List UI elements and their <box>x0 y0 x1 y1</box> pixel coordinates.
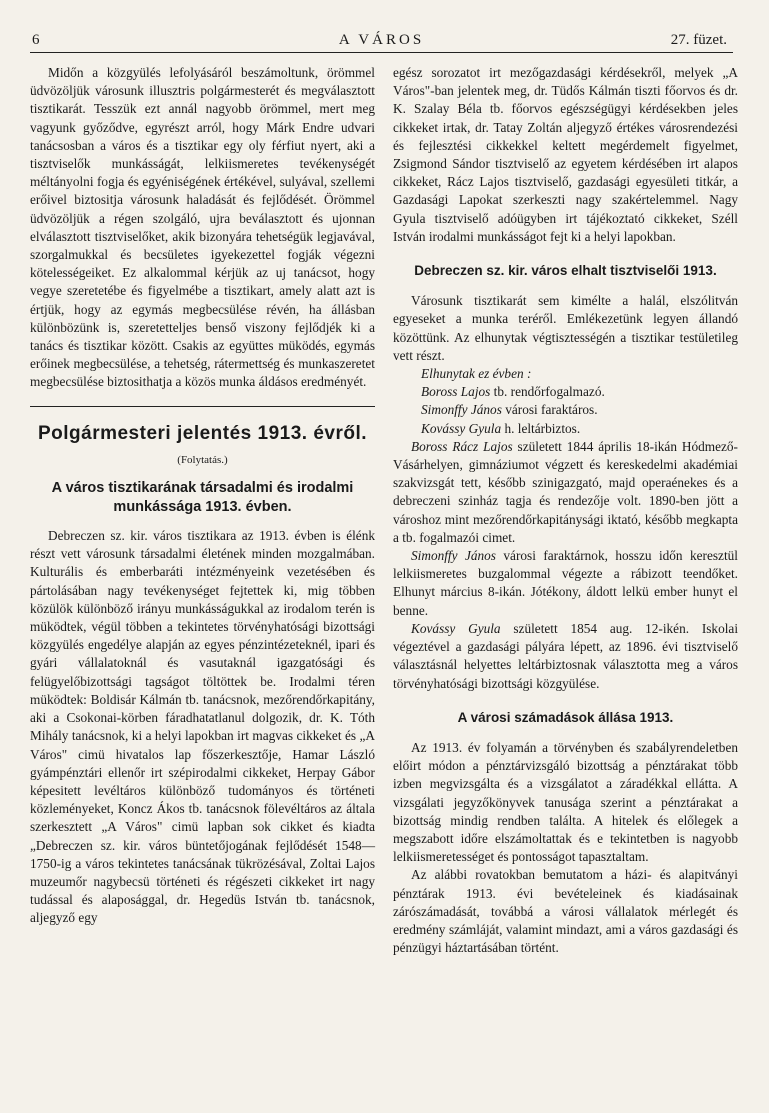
section3-title: A városi számadások állása 1913. <box>457 709 674 725</box>
continued-label: (Folytatás.) <box>177 453 228 466</box>
continued-paragraph: egész sorozatot irt mezőgazdasági kérdésekről, melyek „A Város"-ban jelentek meg, dr. Tüdős Kálmán tiszti főorvos és dr. K. Szalay Béla tb. főorvos egészségügyi kérdésekben jeles cikkeket irtak, dr. Tatay Zoltán aljegyző értékes városrendezési és fejlesztési cikkekkel keltett megérdemelt figyelmet, Zsigmond Sándor tisztviselő az egyetem kérdésében irt alapos cikkeket, Rácz Lajos tisztviselő, gazdasági egyesületi titkár, a Gazdasági Lapokat szerkeszti nagy szakértelemmel. Nagy Gyula tisztviselő adóügyben irt tájékoztató cikkeket, Széll István irodalmi munkásságot fejt ki a helyi lapokban. <box>393 65 738 244</box>
obituary-paragraph: Simonffy János városi faraktárnok, hosszu időn keresztül lelkiismeretes buzgalommal végezte a rábizott teendőket. Elhunyt március 8-ikán. Jótékony, áldott lelkü ember hunyt el benne. <box>393 548 738 618</box>
list-item: Simonffy János városi faraktáros. <box>421 402 598 418</box>
body-paragraph: Debreczen sz. kir. város tisztikara az 1913. évben is élénk részt vett városunk társadalmi életének minden mozgalmában. Kulturális és emberbaráti intézményeink vezetésében és pártolásában nagy tevékenységet fejtettek ki, mig többen közülök különböző irányu munkásságukkal az irodalom terén is müködtek, végül többen a tekintetes törvényhatósági bizottsági közgyülés engedélye alapján az egyes pénzintézeteknél, ipari és gyári vállalatoknál és vasutaknál igazgatósági és felügyelőbizottsági tagságot töltöttek be. Irodalmi téren müködtek: Boldisár Kálmán tb. tanácsnok, mezőrendőrkapitány, aki a Csokonai-körben fáradhatatlanul dolgozik, dr. K. Tóth Mihály tanácsnok, ki a helyi lapokban irt magvas cikkeket és „A Város" cimü hivatalos lap főszerkesztője, Hamar László gyámpénztári ellenőr irt szépirodalmi cikkeket, Herpay Gábor képesitett levéltáros különböző tudományos és történeti közleményeket, Koncz Ákos tb. tanácsnok fölevéltáros az általa szerkesztett „A Város" cimü lapban sok cikket és kiadta „Debreczen sz. kir. város büntetőjogának fejlődését 1548—1750-ig a város tekintetes tanácsának tükrözésával, Zoltai Lajos muzeumőr nagybecsü történeti és régészeti cikkeket irt nagy tudással és alaposággal, dr. Hegedüs István tb. tanácsnok, aljegyző egy <box>30 528 375 926</box>
subsection-title: A város tisztikarának társadalmi és irodalmi munkássága 1913. évben. <box>51 480 354 516</box>
section2-title: Debreczen sz. kir. város elhalt tisztviselői 1913. <box>414 263 717 279</box>
intro-paragraph: Midőn a közgyülés lefolyásáról beszámoltunk, örömmel üdvözöljük városunk illusztris polgármesterét és megválasztott tisztikarát. Tesszük ezt annál nagyobb örömmel, mert meg vagyunk győződve, egyrészt arról, hogy Márk Endre udvari tanácsosban a város és a tisztikar egy oly férfiut nyert, aki a tisztviselők munkásságát, lelkiismeretes tevékenységét méltányolni fogja és egyéniségének értékével, sulyával, szellemi erőivel biztositja városunk haladását és fejlődését. Örömmel üdvözöljük a régen szolgáló, ujra beválasztott és ujonnan elválasztott tisztviselőket, akik bizonyára tehetségük legjavával, szorgalmukkal és becsületes igyekezettel fogják végezni kötelességeiket. Ez alkalommal kérjük az uj tanácsot, hogy vegye szeretetébe és figyelmébe a tisztikart, amely alatt azt is értjük, hogy az egymás megbecsülése révén, ha állásban különbözünk is, szeretetteljes benső viszony fejlődjék ki a tanács és tisztikar között. Csakis az együttes müködés, egymás erőinek megbecsülése, a tehetség, rátermettség és munkaszeretet megbecsülése biztosithatja a közös munka áldásos eredményét. <box>30 65 375 390</box>
list-item: Boross Lajos tb. rendőrfogalmazó. <box>421 384 605 400</box>
running-header <box>30 30 733 53</box>
right-column <box>393 64 738 957</box>
deceased-list <box>393 365 738 438</box>
journal-title: A VÁROS <box>338 32 425 48</box>
issue-label: 27. füzet. <box>670 32 727 48</box>
deceased-label: Elhunytak ez évben : <box>421 366 532 382</box>
section-divider <box>30 406 375 407</box>
obituary-paragraph: Kovássy Gyula született 1854 aug. 12-ikén. Iskolai végeztével a gazdasági pályára lépett, az 1896. évi tisztviselő választásnál helyettes leltárbiztosnak választotta meg a város törvényhatósági bizottsági közgyülése. <box>393 620 739 691</box>
list-item: Kovássy Gyula h. leltárbiztos. <box>421 420 581 436</box>
page-number: 6 <box>32 32 40 48</box>
accounts-paragraph: Az alábbi rovatokban bemutatom a házi- és alapitványi pénztárak 1913. évi bevételeinek és kiadásainak zárószámadását, továbbá a városi vállalatok mérlegét és eredmény számláját, valamint mindazt, ami a város gazdasági és pénzügyi háztartásában történt. <box>393 867 738 956</box>
left-column <box>30 64 375 928</box>
section2-intro: Városunk tisztikarát sem kimélte a halál, elszólitván egyeseket a munka teréről. Emlékezetünk legyen állandó közöttünk. Az elhunytak végtisztességén a tisztikar testületileg vett részt. <box>393 293 738 363</box>
obituary-paragraph: Boross Rácz Lajos született 1844 április 18-ikán Hódmező-Vásárhelyen, gimnáziumot végzett és kereskedelmi akadémiai szakvizsgát tett, később szinigazgató, majd operaénekes és a debreczeni szinház tagja és rendezője volt. 1890-ben jött a városhoz mint mezőrendőrkapitánysági iktató, később megkapta a tb. fogalmazói cimet. <box>393 438 738 545</box>
accounts-paragraph: Az 1913. év folyamán a törvényben és szabályrendeletben előirt módon a pénztárvizsgáló bizottság a pénztárakat több izben megvizsgálta és a vizsgálatot a záradékkal ellátta. A vizsgálati jegyzőkönyvek tanusága szerint a pénztárakat a bizottság mindig rendben találta. A hitelek és előlegek a megszabott időre elszámoltattak és e tekintetben is nagyobb lelkiismeretességet és pontosságot tapasztaltam. <box>393 739 738 865</box>
section-title: Polgármesteri jelentés 1913. évről. <box>37 422 368 444</box>
